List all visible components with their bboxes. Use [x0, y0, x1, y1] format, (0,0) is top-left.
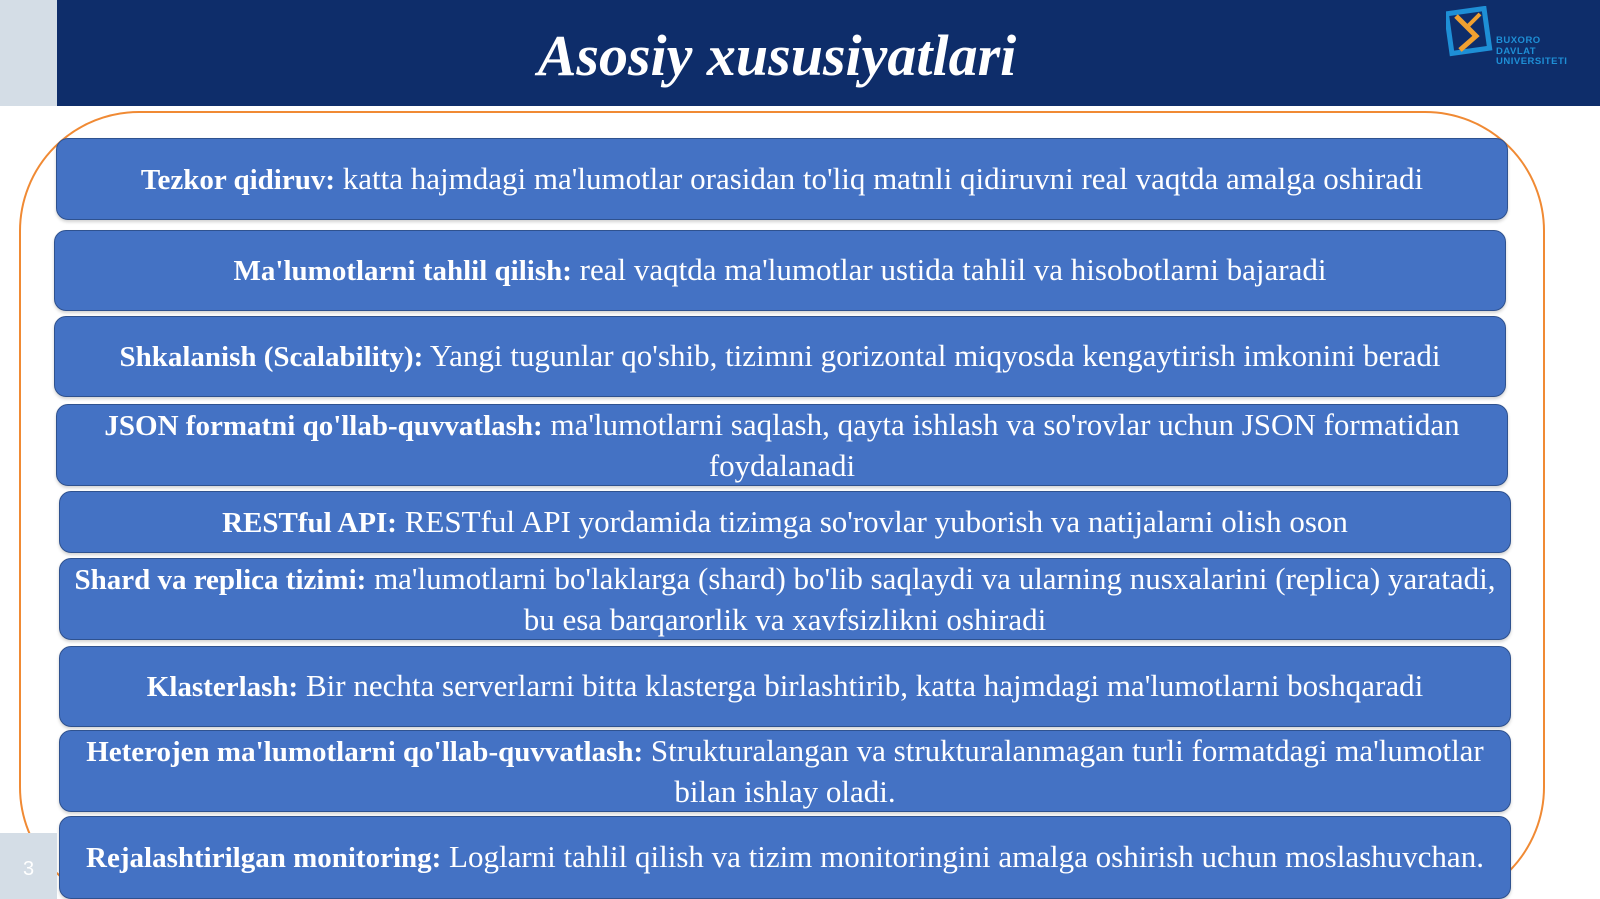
feature-term: Shard va replica tizimi:: [74, 563, 367, 596]
feature-term: Klasterlash:: [146, 671, 299, 703]
feature-box-scalability: [54, 316, 1506, 397]
logo-text: [1496, 36, 1567, 68]
feature-desc: ma'lumotlarni saqlash, qayta ishlash va so'rovlar uchun JSON formatidan foydalanadi: [550, 406, 1460, 483]
feature-box-shard-replica: [59, 558, 1511, 640]
feature-term: Rejalashtirilgan monitoring:: [86, 842, 442, 874]
feature-desc: ma'lumotlarni bo'laklarga (shard) bo'lib saqlaydi va ularning nusxalarini (replica) yaratadi, bu esa barqarorlik va xavfsizlikni oshiradi: [374, 560, 1496, 637]
logo-mark-icon: [1446, 6, 1494, 58]
page-number: 3: [22, 858, 35, 880]
logo-line-3: UNIVERSITETI: [1496, 56, 1568, 67]
feature-box-data-analysis: [54, 230, 1506, 311]
feature-box-json: [56, 404, 1508, 486]
feature-box-restful-api: [59, 491, 1511, 553]
feature-box-monitoring: [59, 816, 1511, 899]
page-title: Asosiy xususiyatlari: [537, 23, 1017, 88]
feature-desc: Loglarni tahlil qilish va tizim monitoringini amalga oshirish uchun moslashuvchan.: [449, 839, 1484, 874]
feature-box-clustering: [59, 646, 1511, 727]
feature-term: Shkalanish (Scalability):: [119, 341, 424, 373]
feature-box-fast-search: [56, 138, 1508, 220]
feature-box-heterogeneous-data: [59, 730, 1511, 812]
feature-term: Ma'lumotlarni tahlil qilish:: [233, 255, 572, 287]
university-logo: [1446, 6, 1578, 72]
logo-line-1: BUXORO: [1496, 35, 1541, 46]
feature-desc: Bir nechta serverlarni bitta klasterga birlashtirib, katta hajmdagi ma'lumotlarni boshqaradi: [305, 668, 1424, 703]
feature-desc: Strukturalangan va strukturalanmagan turli formatdagi ma'lumotlar bilan ishlay oladi.: [650, 732, 1484, 809]
feature-desc: Yangi tugunlar qo'shib, tizimni gorizontal miqyosda kengaytirish imkonini beradi: [429, 338, 1441, 373]
feature-desc: katta hajmdagi ma'lumotlar orasidan to'liq matnli qidiruvni real vaqtda amalga oshiradi: [342, 160, 1424, 196]
logo-line-2: DAVLAT: [1496, 45, 1537, 57]
side-strip-top: [0, 0, 57, 106]
feature-desc: RESTful API yordamida tizimga so'rovlar yuborish va natijalarni olish oson: [404, 503, 1348, 539]
feature-term: Heterojen ma'lumotlarni qo'llab-quvvatlash:: [86, 735, 644, 768]
feature-term: JSON formatni qo'llab-quvvatlash:: [104, 409, 543, 442]
feature-desc: real vaqtda ma'lumotlar ustida tahlil va hisobotlarni bajaradi: [579, 252, 1327, 287]
feature-term: Tezkor qidiruv:: [140, 163, 336, 196]
feature-term: RESTful API:: [222, 506, 397, 539]
